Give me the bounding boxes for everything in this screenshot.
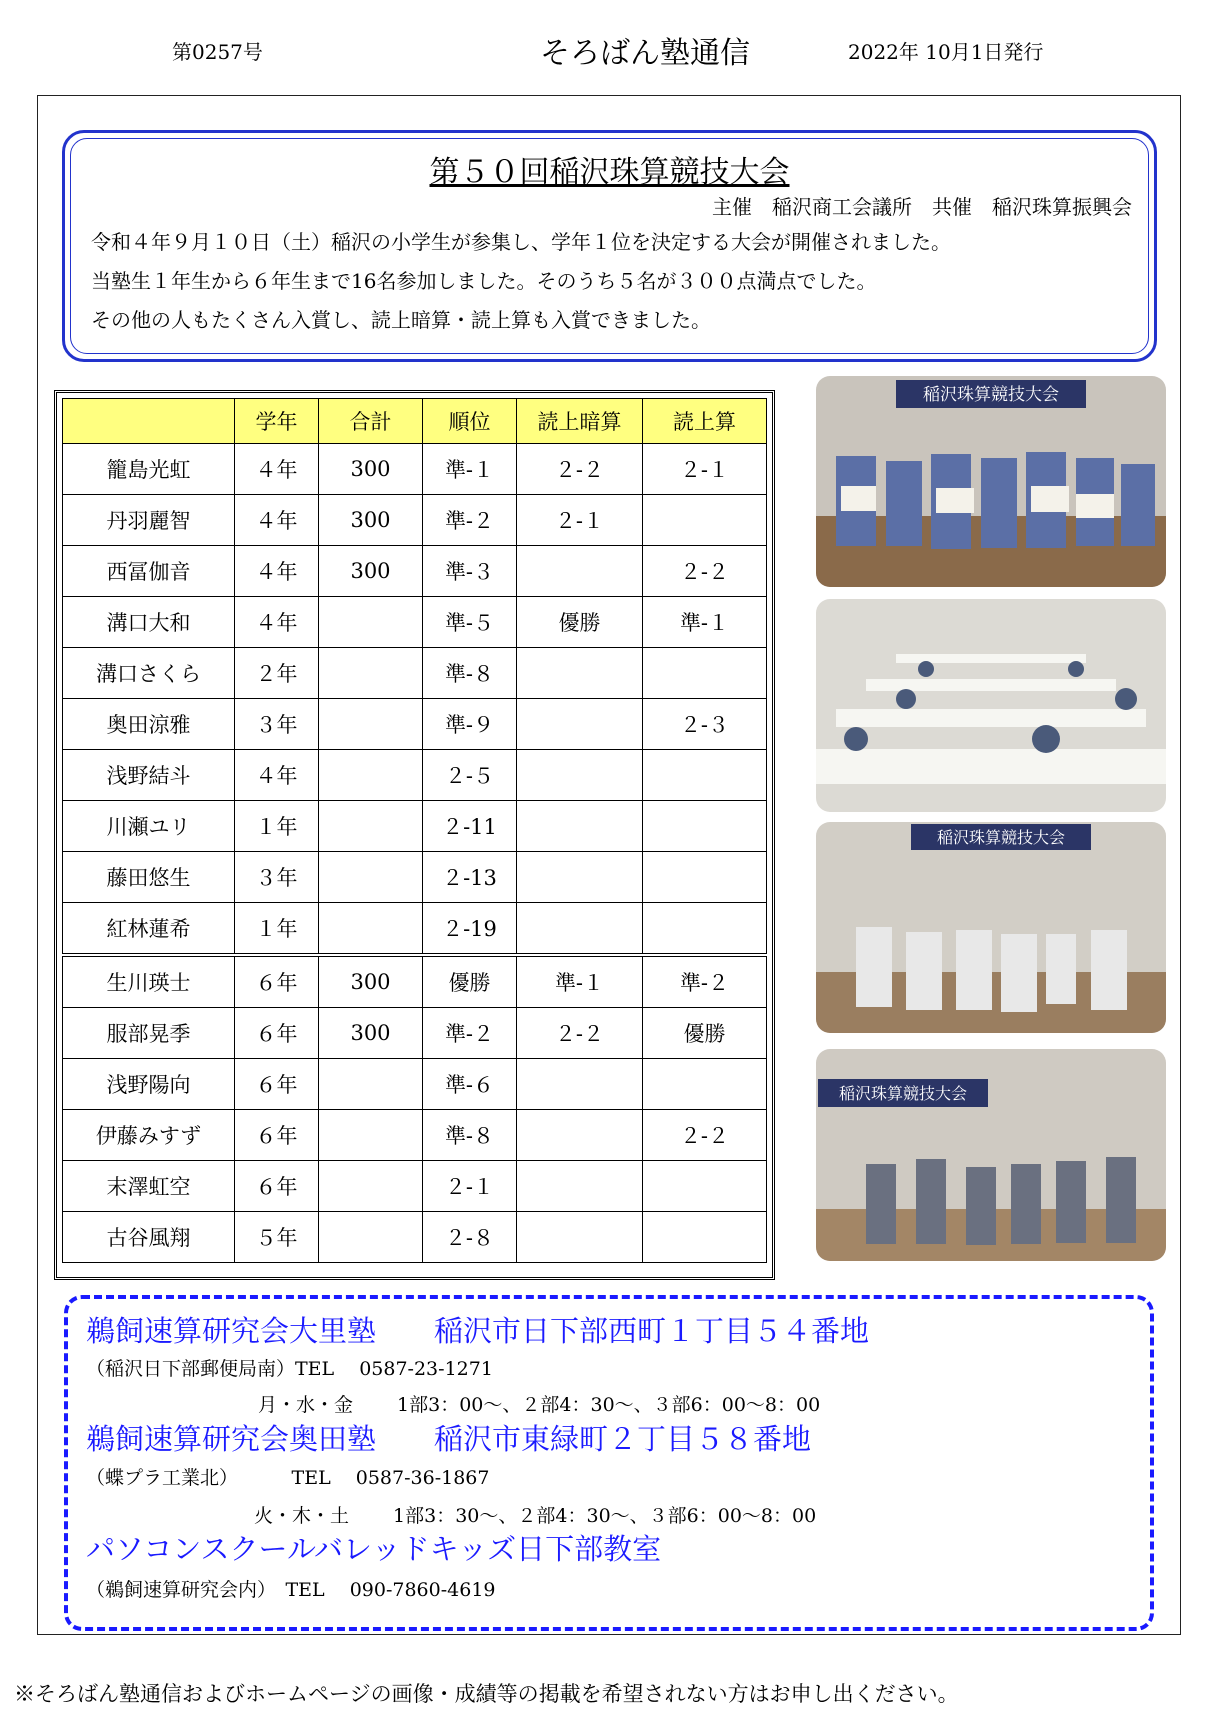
event-line: 当塾生１年生から６年生まで16名参加しました。そのうち５名が３００点満点でした。	[91, 269, 877, 293]
table-row	[63, 750, 767, 801]
table-row	[63, 955, 767, 1008]
issue-number: 第0257号	[172, 40, 263, 64]
student-name-cell: 西冨伽音	[63, 546, 235, 597]
school3-phone: （鵜飼速算研究会内） TEL 090-7860-4619	[86, 1579, 496, 1601]
student-name-cell: 古谷風翔	[63, 1212, 235, 1263]
result-cell: ４年	[235, 597, 319, 648]
result-cell	[517, 699, 643, 750]
table-row	[63, 1110, 767, 1161]
result-cell: ６年	[235, 1161, 319, 1212]
result-cell: 準-１	[643, 597, 767, 648]
event-description	[91, 223, 951, 340]
result-cell	[517, 903, 643, 956]
event-line: その他の人もたくさん入賞し、読上暗算・読上算も入賞できました。	[91, 308, 711, 332]
student-name-cell: 生川瑛士	[63, 955, 235, 1008]
school2-schedule: 火・木・土 1部3：30～、２部4：30～、３部6：00～8：00	[254, 1505, 817, 1527]
winners-photo-2	[816, 1049, 1166, 1261]
result-cell: ３年	[235, 852, 319, 903]
result-cell: ２-１	[517, 495, 643, 546]
header-cell: 順位	[423, 399, 517, 444]
event-title: 第５０回稲沢珠算競技大会	[429, 155, 790, 190]
result-cell: 300	[319, 955, 423, 1008]
student-name-cell: 服部晃季	[63, 1008, 235, 1059]
result-cell: １年	[235, 801, 319, 852]
student-name-cell: 伊藤みすず	[63, 1110, 235, 1161]
result-cell: ４年	[235, 750, 319, 801]
student-name-cell: 藤田悠生	[63, 852, 235, 903]
result-cell: 300	[319, 444, 423, 495]
issue-date: 2022年 10月1日発行	[848, 40, 1044, 64]
table-row	[63, 801, 767, 852]
result-cell	[643, 648, 767, 699]
table-row	[63, 699, 767, 750]
results-table	[62, 398, 767, 1263]
result-cell: 準-９	[423, 699, 517, 750]
result-cell: 準-１	[517, 955, 643, 1008]
event-line: 令和４年９月１０日（土）稲沢の小学生が参集し、学年１位を決定する大会が開催されました。	[91, 230, 951, 254]
result-cell: ２-８	[423, 1212, 517, 1263]
results-table-frame	[54, 390, 775, 1280]
result-cell: ３年	[235, 699, 319, 750]
table-row	[63, 903, 767, 956]
result-cell	[643, 903, 767, 956]
result-cell	[319, 750, 423, 801]
result-cell	[319, 648, 423, 699]
result-cell: ２-２	[643, 546, 767, 597]
school2-phone: （蝶プラ工業北） TEL 0587-36-1867	[86, 1467, 490, 1489]
result-cell	[517, 1059, 643, 1110]
result-cell	[319, 1161, 423, 1212]
banner-text: 稲沢珠算競技大会	[923, 385, 1059, 405]
result-cell: 優勝	[423, 955, 517, 1008]
result-cell	[319, 1110, 423, 1161]
result-cell: ４年	[235, 444, 319, 495]
school1-name-address: 鵜飼速算研究会大里塾 稲沢市日下部西町１丁目５４番地	[86, 1314, 870, 1348]
school3-name: パソコンスクールバレッドキッズ日下部教室	[86, 1532, 662, 1566]
table-row	[63, 444, 767, 495]
banner-text: 稲沢珠算競技大会	[838, 1084, 968, 1103]
result-cell	[643, 852, 767, 903]
result-cell: 300	[319, 546, 423, 597]
result-cell: 準-６	[423, 1059, 517, 1110]
event-host: 主催 稲沢商工会議所 共催 稲沢珠算振興会	[712, 195, 1132, 219]
school1-phone: （稲沢日下部郵便局南）TEL 0587-23-1271	[86, 1358, 493, 1380]
competition-room-photo	[816, 599, 1166, 812]
result-cell: 準-１	[423, 444, 517, 495]
result-cell	[517, 648, 643, 699]
result-cell	[319, 1212, 423, 1263]
result-cell	[643, 495, 767, 546]
result-cell: 優勝	[643, 1008, 767, 1059]
header-cell	[63, 399, 235, 444]
result-cell: ５年	[235, 1212, 319, 1263]
table-row	[63, 852, 767, 903]
header-cell: 合計	[319, 399, 423, 444]
result-cell: 準-５	[423, 597, 517, 648]
result-cell	[517, 750, 643, 801]
table-row	[63, 546, 767, 597]
result-cell	[517, 801, 643, 852]
result-cell: ２-３	[643, 699, 767, 750]
result-cell	[517, 852, 643, 903]
result-cell: １年	[235, 903, 319, 956]
table-row	[63, 495, 767, 546]
result-cell: ２-13	[423, 852, 517, 903]
result-cell: 準-２	[423, 495, 517, 546]
header-cell: 学年	[235, 399, 319, 444]
result-cell	[319, 903, 423, 956]
newsletter-title: そろばん塾通信	[540, 36, 750, 71]
table-row	[63, 1059, 767, 1110]
student-name-cell: 奥田涼雅	[63, 699, 235, 750]
winners-photo-1	[816, 822, 1166, 1033]
result-cell: ６年	[235, 1059, 319, 1110]
result-cell: ２-11	[423, 801, 517, 852]
result-cell	[319, 699, 423, 750]
result-cell: ２-５	[423, 750, 517, 801]
header-cell: 読上算	[643, 399, 767, 444]
award-group-photo	[816, 376, 1166, 587]
result-cell: 準-３	[423, 546, 517, 597]
result-cell: ２-19	[423, 903, 517, 956]
result-cell: ２-２	[517, 444, 643, 495]
result-cell: 300	[319, 495, 423, 546]
table-row	[63, 1212, 767, 1263]
student-name-cell: 紅林蓮希	[63, 903, 235, 956]
student-name-cell: 末澤虹空	[63, 1161, 235, 1212]
result-cell: 準-８	[423, 1110, 517, 1161]
table-header-row	[63, 399, 767, 444]
student-name-cell: 丹羽麗智	[63, 495, 235, 546]
result-cell	[517, 1161, 643, 1212]
school2-name-address: 鵜飼速算研究会奥田塾 稲沢市東緑町２丁目５８番地	[86, 1422, 812, 1456]
result-cell	[643, 801, 767, 852]
student-name-cell: 溝口大和	[63, 597, 235, 648]
result-cell	[643, 1059, 767, 1110]
result-cell: ６年	[235, 955, 319, 1008]
result-cell: ２年	[235, 648, 319, 699]
result-cell	[643, 750, 767, 801]
banner-text: 稲沢珠算競技大会	[936, 828, 1066, 847]
student-name-cell: 溝口さくら	[63, 648, 235, 699]
result-cell	[517, 546, 643, 597]
result-cell: ２-２	[517, 1008, 643, 1059]
result-cell	[319, 1059, 423, 1110]
result-cell: ４年	[235, 495, 319, 546]
table-row	[63, 648, 767, 699]
student-name-cell: 川瀬ユリ	[63, 801, 235, 852]
contact-box	[64, 1295, 1154, 1631]
student-name-cell: 浅野結斗	[63, 750, 235, 801]
table-row	[63, 597, 767, 648]
footer-note: ※そろばん塾通信およびホームページの画像・成績等の掲載を希望されない方はお申し出ください。	[14, 1682, 959, 1706]
school1-schedule: 月・水・金 1部3：00～、２部4：30～、３部6：00～8：00	[258, 1394, 821, 1416]
result-cell: ６年	[235, 1110, 319, 1161]
header-cell: 読上暗算	[517, 399, 643, 444]
student-name-cell: 籠島光虹	[63, 444, 235, 495]
result-cell: ６年	[235, 1008, 319, 1059]
student-name-cell: 浅野陽向	[63, 1059, 235, 1110]
table-row	[63, 1161, 767, 1212]
result-cell: 優勝	[517, 597, 643, 648]
event-notice-box	[62, 130, 1157, 362]
result-cell	[319, 801, 423, 852]
result-cell: 300	[319, 1008, 423, 1059]
result-cell: 準-８	[423, 648, 517, 699]
result-cell: ２-１	[423, 1161, 517, 1212]
result-cell	[319, 597, 423, 648]
result-cell	[517, 1110, 643, 1161]
result-cell	[517, 1212, 643, 1263]
result-cell: 準-２	[423, 1008, 517, 1059]
result-cell: 準-２	[643, 955, 767, 1008]
result-cell: ２-２	[643, 1110, 767, 1161]
result-cell	[319, 852, 423, 903]
result-cell	[643, 1212, 767, 1263]
result-cell: ２-１	[643, 444, 767, 495]
result-cell: ４年	[235, 546, 319, 597]
result-cell	[643, 1161, 767, 1212]
table-row	[63, 1008, 767, 1059]
